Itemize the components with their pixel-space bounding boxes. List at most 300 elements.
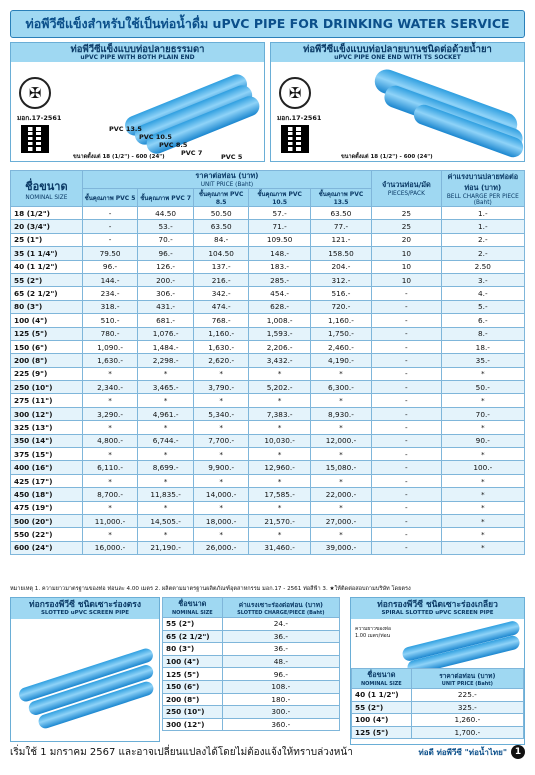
class-header: ชั้นคุณภาพ PVC 7 xyxy=(138,189,194,207)
value-cell: 79.50 xyxy=(82,247,138,260)
value-cell: 50.50 xyxy=(193,207,249,220)
value-cell: - xyxy=(372,541,441,554)
value-cell: 21,570.- xyxy=(249,514,310,527)
size-cell: 35 (1 1/4") xyxy=(11,247,83,260)
footnote: หมายเหตุ 1. ความยาวมาตรฐานของท่อ ท่อนละ 4.00 เมตร 2. ผลิตตามมาตรฐานผลิตภัณฑ์อุตสาหกรรม มอก.17 - 2561 ท่อสีฟ้า 3. ★ให้ติดต่อสอบถามบริษัท โดยตรง xyxy=(10,586,411,592)
value-cell: 300.- xyxy=(222,706,339,719)
value-cell: - xyxy=(372,474,441,487)
header-pack-th: จำนวนท่อน/มัด xyxy=(381,180,431,189)
size-cell: 65 (2 1/2") xyxy=(163,630,223,643)
value-cell: 474.- xyxy=(193,300,249,313)
class-header: ชั้นคุณภาพ PVC 13.5 xyxy=(310,189,371,207)
value-cell: * xyxy=(441,421,524,434)
value-cell: 25 xyxy=(372,207,441,220)
value-cell: 84.- xyxy=(193,233,249,246)
value-cell: 1.- xyxy=(441,220,524,233)
value-cell: 31,460.- xyxy=(249,541,310,554)
size-cell: 80 (3") xyxy=(11,300,83,313)
value-cell: 225.- xyxy=(411,689,523,702)
size-cell: 80 (3") xyxy=(163,643,223,656)
size-cell: 200 (8") xyxy=(163,693,223,706)
value-cell: * xyxy=(249,448,310,461)
socket-end-pipe-panel xyxy=(270,42,525,162)
size-cell: 125 (5") xyxy=(352,726,412,739)
value-cell: 6,744.- xyxy=(138,434,194,447)
value-cell: * xyxy=(310,367,371,380)
value-cell: 20 xyxy=(372,233,441,246)
table-row xyxy=(11,340,525,353)
value-cell: 1,484.- xyxy=(138,340,194,353)
size-cell: 225 (9") xyxy=(11,367,83,380)
effective-date-note: เริ่มใช้ 1 มกราคม 2567 และอาจเปลี่ยนแปลงได้โดยไม่ต้องแจ้งให้ทราบล่วงหน้า xyxy=(10,747,353,758)
size-cell: 18 (1/2") xyxy=(11,207,83,220)
size-cell: 55 (2") xyxy=(163,618,223,631)
value-cell: * xyxy=(249,421,310,434)
value-cell: 100.- xyxy=(441,461,524,474)
table-row xyxy=(11,421,525,434)
value-cell: 14,505.- xyxy=(138,514,194,527)
value-cell: * xyxy=(138,448,194,461)
standard-label: มอก.17-2561 xyxy=(277,114,322,122)
class-label: PVC 8.5 xyxy=(159,141,188,149)
value-cell: 1,076.- xyxy=(138,327,194,340)
value-cell: 3,290.- xyxy=(82,407,138,420)
value-cell: 96.- xyxy=(222,668,339,681)
value-cell: * xyxy=(82,394,138,407)
value-cell: 5,202.- xyxy=(249,381,310,394)
value-cell: * xyxy=(249,474,310,487)
size-cell: 500 (20") xyxy=(11,514,83,527)
value-cell: - xyxy=(82,233,138,246)
header-size-en: NOMINAL SIZE xyxy=(360,681,402,687)
table-row xyxy=(352,714,524,727)
value-cell: * xyxy=(193,394,249,407)
value-cell: 2,620.- xyxy=(193,354,249,367)
brand-footer xyxy=(419,745,525,759)
value-cell: 12,000.- xyxy=(310,434,371,447)
value-cell: 63.50 xyxy=(310,207,371,220)
table-row xyxy=(11,287,525,300)
table-row xyxy=(11,461,525,474)
value-cell: 18,000.- xyxy=(193,514,249,527)
value-cell: 10 xyxy=(372,260,441,273)
value-cell: * xyxy=(82,501,138,514)
size-range: ขนาดตั้งแต่ 18 (1/2") - 600 (24") xyxy=(341,154,433,160)
table-row xyxy=(163,680,340,693)
value-cell: 8,930.- xyxy=(310,407,371,420)
value-cell: * xyxy=(138,501,194,514)
class-label: PVC 13.5 xyxy=(109,125,142,133)
value-cell: * xyxy=(441,514,524,527)
size-cell: 400 (16") xyxy=(11,461,83,474)
value-cell: - xyxy=(372,434,441,447)
value-cell: - xyxy=(372,448,441,461)
size-cell: 150 (6") xyxy=(163,680,223,693)
table-row xyxy=(11,367,525,380)
value-cell: 681.- xyxy=(138,314,194,327)
value-cell: 11,835.- xyxy=(138,488,194,501)
value-cell: * xyxy=(441,501,524,514)
value-cell: 126.- xyxy=(138,260,194,273)
value-cell: 35.- xyxy=(441,354,524,367)
header-size-en: NOMINAL SIZE xyxy=(25,194,68,201)
value-cell: - xyxy=(372,381,441,394)
table-row xyxy=(163,630,340,643)
value-cell: * xyxy=(249,394,310,407)
value-cell: * xyxy=(82,367,138,380)
value-cell: 25 xyxy=(372,220,441,233)
qr-code-icon xyxy=(21,125,49,153)
value-cell: 180.- xyxy=(222,693,339,706)
size-cell: 325 (13") xyxy=(11,421,83,434)
value-cell: 8,700.- xyxy=(82,488,138,501)
value-cell: - xyxy=(372,461,441,474)
value-cell: 18.- xyxy=(441,340,524,353)
size-cell: 100 (4") xyxy=(11,314,83,327)
table-row xyxy=(163,718,340,731)
value-cell: * xyxy=(193,367,249,380)
value-cell: * xyxy=(441,488,524,501)
value-cell: 431.- xyxy=(138,300,194,313)
value-cell: * xyxy=(441,541,524,554)
value-cell: * xyxy=(193,501,249,514)
panel-title: ท่อพีวีซีแข็งแบบท่อปลายธรรมดา xyxy=(70,44,205,55)
value-cell: - xyxy=(372,340,441,353)
table-row xyxy=(11,381,525,394)
value-cell: 1,260.- xyxy=(411,714,523,727)
value-cell: 4,800.- xyxy=(82,434,138,447)
value-cell: 1,630.- xyxy=(193,340,249,353)
tis-standard-logo-icon: ✠ xyxy=(279,77,311,109)
plain-end-pipe-panel xyxy=(10,42,265,162)
size-range: ขนาดตั้งแต่ 18 (1/2") - 600 (24") xyxy=(73,154,165,160)
size-cell: 55 (2") xyxy=(11,273,83,286)
value-cell: 144.- xyxy=(82,273,138,286)
value-cell: 2.50 xyxy=(441,260,524,273)
table-row xyxy=(352,726,524,739)
slotted-pipe-panel xyxy=(10,597,160,742)
value-cell: 21,190.- xyxy=(138,541,194,554)
value-cell: 4,961.- xyxy=(138,407,194,420)
value-cell: 109.50 xyxy=(249,233,310,246)
table-row xyxy=(11,528,525,541)
size-cell: 25 (1") xyxy=(11,233,83,246)
header-charge-en: SLOTTED CHARGE/PIECE (Baht) xyxy=(237,609,325,616)
value-cell: 312.- xyxy=(310,273,371,286)
value-cell: 510.- xyxy=(82,314,138,327)
table-row xyxy=(11,394,525,407)
value-cell: - xyxy=(372,528,441,541)
value-cell: 6,110.- xyxy=(82,461,138,474)
table-row xyxy=(11,474,525,487)
value-cell: 15,080.- xyxy=(310,461,371,474)
value-cell: 16,000.- xyxy=(82,541,138,554)
value-cell: 1,593.- xyxy=(249,327,310,340)
value-cell: 7,383.- xyxy=(249,407,310,420)
value-cell: - xyxy=(372,407,441,420)
value-cell: 4,190.- xyxy=(310,354,371,367)
value-cell: * xyxy=(249,367,310,380)
value-cell: * xyxy=(441,474,524,487)
panel-subtitle: uPVC PIPE WITH BOTH PLAIN END xyxy=(80,53,195,61)
value-cell: 137.- xyxy=(193,260,249,273)
value-cell: 2,206.- xyxy=(249,340,310,353)
value-cell: - xyxy=(372,501,441,514)
value-cell: * xyxy=(82,448,138,461)
header-size-th: ชื่อขนาด xyxy=(367,670,396,679)
value-cell: 36.- xyxy=(222,643,339,656)
brand-text: ท่อดี ท่อพีวีซี "ท่อน้ำไทย" xyxy=(418,747,507,757)
value-cell: - xyxy=(372,421,441,434)
table-row xyxy=(163,706,340,719)
value-cell: * xyxy=(138,528,194,541)
table-row xyxy=(163,643,340,656)
value-cell: 9,900.- xyxy=(193,461,249,474)
value-cell: 96.- xyxy=(82,260,138,273)
table-row xyxy=(11,354,525,367)
header-price-th: ราคาต่อท่อน (บาท) xyxy=(195,171,259,180)
value-cell: 3,465.- xyxy=(138,381,194,394)
value-cell: 720.- xyxy=(310,300,371,313)
value-cell: 1.- xyxy=(441,207,524,220)
qr-code-icon xyxy=(281,125,309,153)
value-cell: 2,340.- xyxy=(82,381,138,394)
size-cell: 350 (14") xyxy=(11,434,83,447)
header-pack-en: PIECES/PACK xyxy=(387,191,425,197)
table-row xyxy=(11,434,525,447)
value-cell: * xyxy=(82,421,138,434)
value-cell: * xyxy=(138,421,194,434)
value-cell: - xyxy=(372,314,441,327)
value-cell: 234.- xyxy=(82,287,138,300)
value-cell: 628.- xyxy=(249,300,310,313)
value-cell: 26,000.- xyxy=(193,541,249,554)
value-cell: 50.- xyxy=(441,381,524,394)
value-cell: - xyxy=(82,220,138,233)
size-cell: 250 (10") xyxy=(163,706,223,719)
length-note: ความยาวของท่อ 1.00 เมตร/ท่อน xyxy=(355,626,391,639)
value-cell: 104.50 xyxy=(193,247,249,260)
size-cell: 125 (5") xyxy=(163,668,223,681)
table-row xyxy=(163,668,340,681)
value-cell: 183.- xyxy=(249,260,310,273)
value-cell: 6,300.- xyxy=(310,381,371,394)
value-cell: 216.- xyxy=(193,273,249,286)
value-cell: * xyxy=(310,501,371,514)
value-cell: - xyxy=(372,327,441,340)
class-header: ชั้นคุณภาพ PVC 5 xyxy=(82,189,138,207)
value-cell: 148.- xyxy=(249,247,310,260)
value-cell: 53.- xyxy=(138,220,194,233)
value-cell: 204.- xyxy=(310,260,371,273)
header-size-th: ชื่อขนาด xyxy=(178,599,207,608)
value-cell: 14,000.- xyxy=(193,488,249,501)
value-cell: 2.- xyxy=(441,233,524,246)
size-cell: 40 (1 1/2") xyxy=(11,260,83,273)
table-row xyxy=(163,655,340,668)
table-row xyxy=(11,448,525,461)
value-cell: * xyxy=(310,448,371,461)
value-cell: 90.- xyxy=(441,434,524,447)
value-cell: 57.- xyxy=(249,207,310,220)
value-cell: 454.- xyxy=(249,287,310,300)
value-cell: - xyxy=(372,367,441,380)
value-cell: 200.- xyxy=(138,273,194,286)
size-cell: 550 (22") xyxy=(11,528,83,541)
table-row xyxy=(352,701,524,714)
value-cell: * xyxy=(193,528,249,541)
value-cell: * xyxy=(193,474,249,487)
table-row xyxy=(11,541,525,554)
value-cell: * xyxy=(441,394,524,407)
value-cell: 1,160.- xyxy=(193,327,249,340)
value-cell: - xyxy=(372,300,441,313)
panel-subtitle: uPVC PIPE ONE END WITH TS SOCKET xyxy=(334,53,461,61)
value-cell: * xyxy=(193,421,249,434)
value-cell: * xyxy=(193,448,249,461)
table-row xyxy=(11,207,525,220)
value-cell: 8,699.- xyxy=(138,461,194,474)
tis-standard-logo-icon: ✠ xyxy=(19,77,51,109)
size-cell: 100 (4") xyxy=(163,655,223,668)
value-cell: - xyxy=(372,488,441,501)
value-cell: 2.- xyxy=(441,247,524,260)
class-header: ชั้นคุณภาพ PVC 8.5 xyxy=(193,189,249,207)
value-cell: 516.- xyxy=(310,287,371,300)
value-cell: * xyxy=(441,528,524,541)
value-cell: 768.- xyxy=(193,314,249,327)
size-cell: 450 (18") xyxy=(11,488,83,501)
spiral-subtitle: SPIRAL SLOTTED uPVC SCREEN PIPE xyxy=(381,610,494,617)
value-cell: * xyxy=(441,367,524,380)
value-cell: 11,000.- xyxy=(82,514,138,527)
value-cell: 360.- xyxy=(222,718,339,731)
value-cell: 342.- xyxy=(193,287,249,300)
value-cell: 10 xyxy=(372,273,441,286)
value-cell: 12,960.- xyxy=(249,461,310,474)
value-cell: 24.- xyxy=(222,618,339,631)
value-cell: 70.- xyxy=(441,407,524,420)
value-cell: * xyxy=(310,421,371,434)
class-header: ชั้นคุณภาพ PVC 10.5 xyxy=(249,189,310,207)
value-cell: * xyxy=(249,501,310,514)
panel-title: ท่อพีวีซีแข็งแบบท่อปลายบานชนิดต่อด้วยน้ำยา xyxy=(303,44,492,55)
value-cell: * xyxy=(82,528,138,541)
value-cell: 1,630.- xyxy=(82,354,138,367)
value-cell: 63.50 xyxy=(193,220,249,233)
value-cell: 48.- xyxy=(222,655,339,668)
value-cell: 5.- xyxy=(441,300,524,313)
value-cell: 36.- xyxy=(222,630,339,643)
value-cell: - xyxy=(372,394,441,407)
class-label: PVC 5 xyxy=(221,153,243,161)
value-cell: 325.- xyxy=(411,701,523,714)
value-cell: 1,090.- xyxy=(82,340,138,353)
value-cell: * xyxy=(310,474,371,487)
value-cell: 3,432.- xyxy=(249,354,310,367)
table-row xyxy=(11,407,525,420)
value-cell: * xyxy=(310,394,371,407)
value-cell: 10 xyxy=(372,247,441,260)
value-cell: 4.- xyxy=(441,287,524,300)
table-row xyxy=(11,488,525,501)
value-cell: 8.- xyxy=(441,327,524,340)
size-cell: 425 (17") xyxy=(11,474,83,487)
value-cell: - xyxy=(372,354,441,367)
table-row xyxy=(11,220,525,233)
value-cell: 780.- xyxy=(82,327,138,340)
value-cell: * xyxy=(249,528,310,541)
value-cell: 3.- xyxy=(441,273,524,286)
table-row xyxy=(11,260,525,273)
page-title: ท่อพีวีซีแข็งสำหรับใช้เป็นท่อน้ำดื่ม uPVC PIPE FOR DRINKING WATER SERVICE xyxy=(10,10,525,38)
table-row xyxy=(352,689,524,702)
value-cell: 306.- xyxy=(138,287,194,300)
value-cell: 108.- xyxy=(222,680,339,693)
size-cell: 600 (24") xyxy=(11,541,83,554)
value-cell: 77.- xyxy=(310,220,371,233)
header-bell-en: BELL CHARGE PER PIECE (Baht) xyxy=(446,193,519,206)
value-cell: 121.- xyxy=(310,233,371,246)
table-row xyxy=(11,247,525,260)
slotted-table xyxy=(162,597,340,731)
value-cell: 158.50 xyxy=(310,247,371,260)
table-row xyxy=(11,501,525,514)
value-cell: * xyxy=(310,528,371,541)
size-cell: 125 (5") xyxy=(11,327,83,340)
header-charge-th: ค่าแรงเซาะร่องต่อท่อน (บาท) xyxy=(238,600,323,609)
size-cell: 275 (11") xyxy=(11,394,83,407)
value-cell: 96.- xyxy=(138,247,194,260)
size-cell: 300 (12") xyxy=(163,718,223,731)
table-row xyxy=(11,314,525,327)
table-row xyxy=(163,693,340,706)
value-cell: 27,000.- xyxy=(310,514,371,527)
spiral-pipe-panel xyxy=(350,597,525,745)
value-cell: 1,008.- xyxy=(249,314,310,327)
size-cell: 150 (6") xyxy=(11,340,83,353)
value-cell: 2,298.- xyxy=(138,354,194,367)
value-cell: 6.- xyxy=(441,314,524,327)
size-cell: 20 (3/4") xyxy=(11,220,83,233)
value-cell: 2,460.- xyxy=(310,340,371,353)
value-cell: 1,750.- xyxy=(310,327,371,340)
value-cell: 5,340.- xyxy=(193,407,249,420)
page-number: 1 xyxy=(511,745,525,759)
value-cell: 318.- xyxy=(82,300,138,313)
value-cell: - xyxy=(372,514,441,527)
value-cell: 10,030.- xyxy=(249,434,310,447)
value-cell: 44.50 xyxy=(138,207,194,220)
value-cell: * xyxy=(441,448,524,461)
size-cell: 475 (19") xyxy=(11,501,83,514)
class-label: PVC 7 xyxy=(181,149,203,157)
header-price-en: UNIT PRICE (Baht) xyxy=(200,182,254,188)
header-size-th: ชื่อขนาด xyxy=(25,179,68,193)
class-label: PVC 10.5 xyxy=(139,133,172,141)
header-price-th: ราคาต่อท่อน (บาท) xyxy=(439,671,496,680)
price-table xyxy=(10,170,525,555)
slotted-subtitle: SLOTTED uPVC SCREEN PIPE xyxy=(40,610,130,617)
slotted-title: ท่อกรองพีวีซี ชนิดเซาะร่องตรง xyxy=(29,600,141,610)
value-cell: * xyxy=(138,367,194,380)
size-cell: 200 (8") xyxy=(11,354,83,367)
size-cell: 250 (10") xyxy=(11,381,83,394)
size-cell: 55 (2") xyxy=(352,701,412,714)
value-cell: 17,585.- xyxy=(249,488,310,501)
value-cell: 39,000.- xyxy=(310,541,371,554)
size-cell: 375 (15") xyxy=(11,448,83,461)
